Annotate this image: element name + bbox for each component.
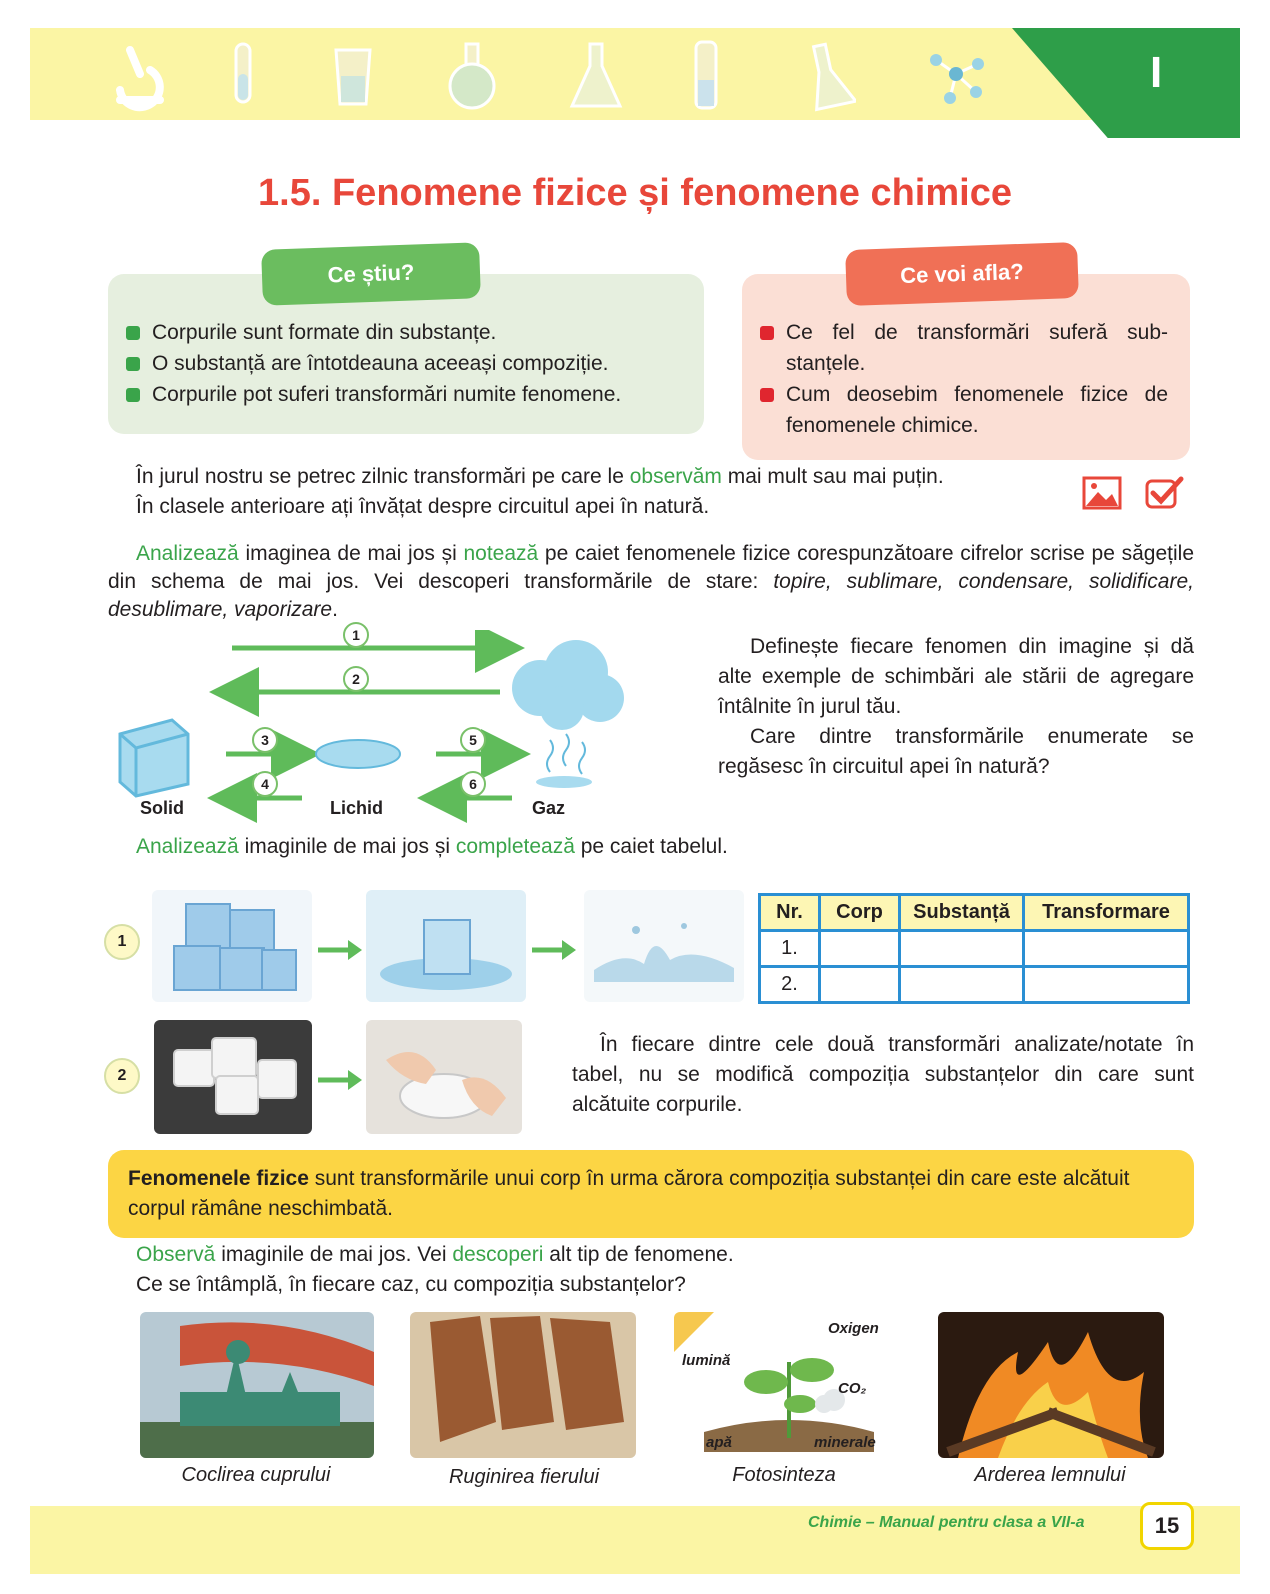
round-flask-icon <box>444 40 500 112</box>
erlenmeyer-icon <box>800 40 856 112</box>
table-row <box>760 967 1189 1003</box>
oxygen-label: Oxigen <box>828 1320 879 1337</box>
list-item: Corpurile pot suferi transformări numite fenomene. <box>124 379 694 410</box>
table-cell <box>820 967 900 1003</box>
task-complete-table: Analizează imaginile de mai jos și completează pe caiet tabelul. <box>136 835 728 858</box>
caption-burning: Arderea lemnului <box>974 1464 1126 1486</box>
transformation-table <box>758 893 1190 1004</box>
table-cell <box>1024 931 1189 967</box>
table-row <box>760 931 1189 967</box>
what-i-will-learn-label: Ce voi afla? <box>845 242 1079 306</box>
burning-wood-image <box>938 1312 1164 1458</box>
step-number: 2 <box>104 1058 140 1094</box>
footer-text: Chimie – Manual pentru clasa a VII-a <box>808 1514 1085 1531</box>
task-observe-images: Observă imaginile de mai jos. Vei descoperi alt tip de fenomene. Ce se întâmplă, în fiecare caz, cu compoziția substanțelor? <box>136 1243 734 1296</box>
step-number: 1 <box>104 924 140 960</box>
beaker-icon <box>328 40 378 112</box>
what-i-will-learn-list <box>758 317 1168 441</box>
arrow-number: 3 <box>252 727 278 753</box>
checkbox-icon <box>1144 476 1184 510</box>
copper-patina-image <box>140 1312 374 1458</box>
arrow-right-icon <box>318 1068 364 1092</box>
table-cell <box>900 967 1024 1003</box>
conical-flask-icon <box>568 40 624 112</box>
table-cell <box>1024 967 1189 1003</box>
state-label-gas: Gaz <box>532 798 566 818</box>
arrow-number: 2 <box>343 666 369 692</box>
list-item: Ce fel de transformări suferă sub-stanțele. <box>758 317 1168 379</box>
light-label: lumină <box>682 1352 731 1369</box>
list-item: Corpurile sunt formate din substanțe. <box>124 317 694 348</box>
table-cell: 1. <box>760 931 820 967</box>
microscope-icon <box>100 40 170 112</box>
minerals-label: minerale <box>814 1434 876 1451</box>
define-paragraph: Definește fiecare fenomen din imagine și dă alte exemple de schimbări ale stării de agregare întâlnite în jurul tău. <box>718 635 1194 718</box>
table-header: Corp <box>820 895 900 931</box>
table-cell: 2. <box>760 967 820 1003</box>
molecule-icon <box>916 40 996 112</box>
intro-paragraph: În jurul nostru se petrec zilnic transformări pe care le observăm mai mult sau mai puțin. În clasele anterioare ați învățat despre circuitul apei în natură. <box>136 465 944 518</box>
cylinder-icon <box>686 40 726 114</box>
no-composition-change-note: În fiecare dintre cele două transformări analizate/notate în tabel, nu se modifică compoziția substanțelor din care sunt alcătuite corpurile. <box>572 1033 1194 1116</box>
ice-cubes-image <box>152 890 312 1002</box>
crushing-sugar-image <box>366 1020 522 1134</box>
test-tube-icon <box>228 40 258 112</box>
table-cell <box>900 931 1024 967</box>
what-i-know-list <box>124 317 694 410</box>
arrow-right-icon <box>318 938 364 962</box>
caption-rust: Ruginirea fierului <box>448 1466 600 1488</box>
co2-label: CO₂ <box>838 1380 867 1397</box>
caption-copper: Coclirea cuprului <box>181 1464 331 1486</box>
cloud-icon <box>512 640 624 730</box>
melting-ice-image <box>366 890 526 1002</box>
water-cycle-question: Care dintre transformările enumerate se regăsesc în circuitul apei în natură? <box>718 725 1194 778</box>
task-state-changes: Analizează imaginea de mai jos și notează pe caiet fenomenele fizice corespunzătoare cifrelor scrise pe săgețile din schema de mai jos. Vei descoperi transformările de stare: topire, sublimare, condensare, solidificare, desublimare, vaporizare. <box>108 542 1194 621</box>
what-i-know-label: Ce știu? <box>261 242 481 306</box>
table-cell <box>820 931 900 967</box>
water-splash-image <box>584 890 744 1002</box>
arrow-number: 6 <box>460 771 486 797</box>
chapter-number: I <box>1150 48 1163 97</box>
state-change-diagram <box>110 630 650 826</box>
arrow-number: 4 <box>252 771 278 797</box>
image-icon <box>1082 476 1122 510</box>
rusted-iron-image <box>410 1312 636 1458</box>
sugar-cubes-image <box>154 1020 312 1134</box>
caption-photosynthesis: Fotosinteza <box>732 1464 836 1486</box>
water-label: apă <box>706 1434 732 1451</box>
table-header: Nr. <box>760 895 820 931</box>
ice-cube-icon <box>120 720 188 796</box>
list-item: O substanță are întotdeauna aceeași compoziție. <box>124 348 694 379</box>
list-item: Cum deosebim fenomenele fizice de fenomenele chimice. <box>758 379 1168 441</box>
physical-phenomena-definition: Fenomenele fizice sunt transformările unui corp în urma cărora compoziția substanței din care este alcătuit corpul rămâne neschimbată. <box>108 1150 1194 1238</box>
page-number: 15 <box>1140 1502 1194 1550</box>
state-label-solid: Solid <box>140 798 184 818</box>
arrow-right-icon <box>532 938 578 962</box>
steam-icon <box>547 734 585 774</box>
arrow-number: 1 <box>343 622 369 648</box>
table-header: Substanță <box>900 895 1024 931</box>
water-puddle-icon <box>316 740 400 768</box>
page-title: 1.5. Fenomene fizice și fenomene chimice <box>258 172 1012 214</box>
table-header: Transformare <box>1024 895 1189 931</box>
arrow-number: 5 <box>460 727 486 753</box>
state-label-liquid: Lichid <box>330 798 383 818</box>
